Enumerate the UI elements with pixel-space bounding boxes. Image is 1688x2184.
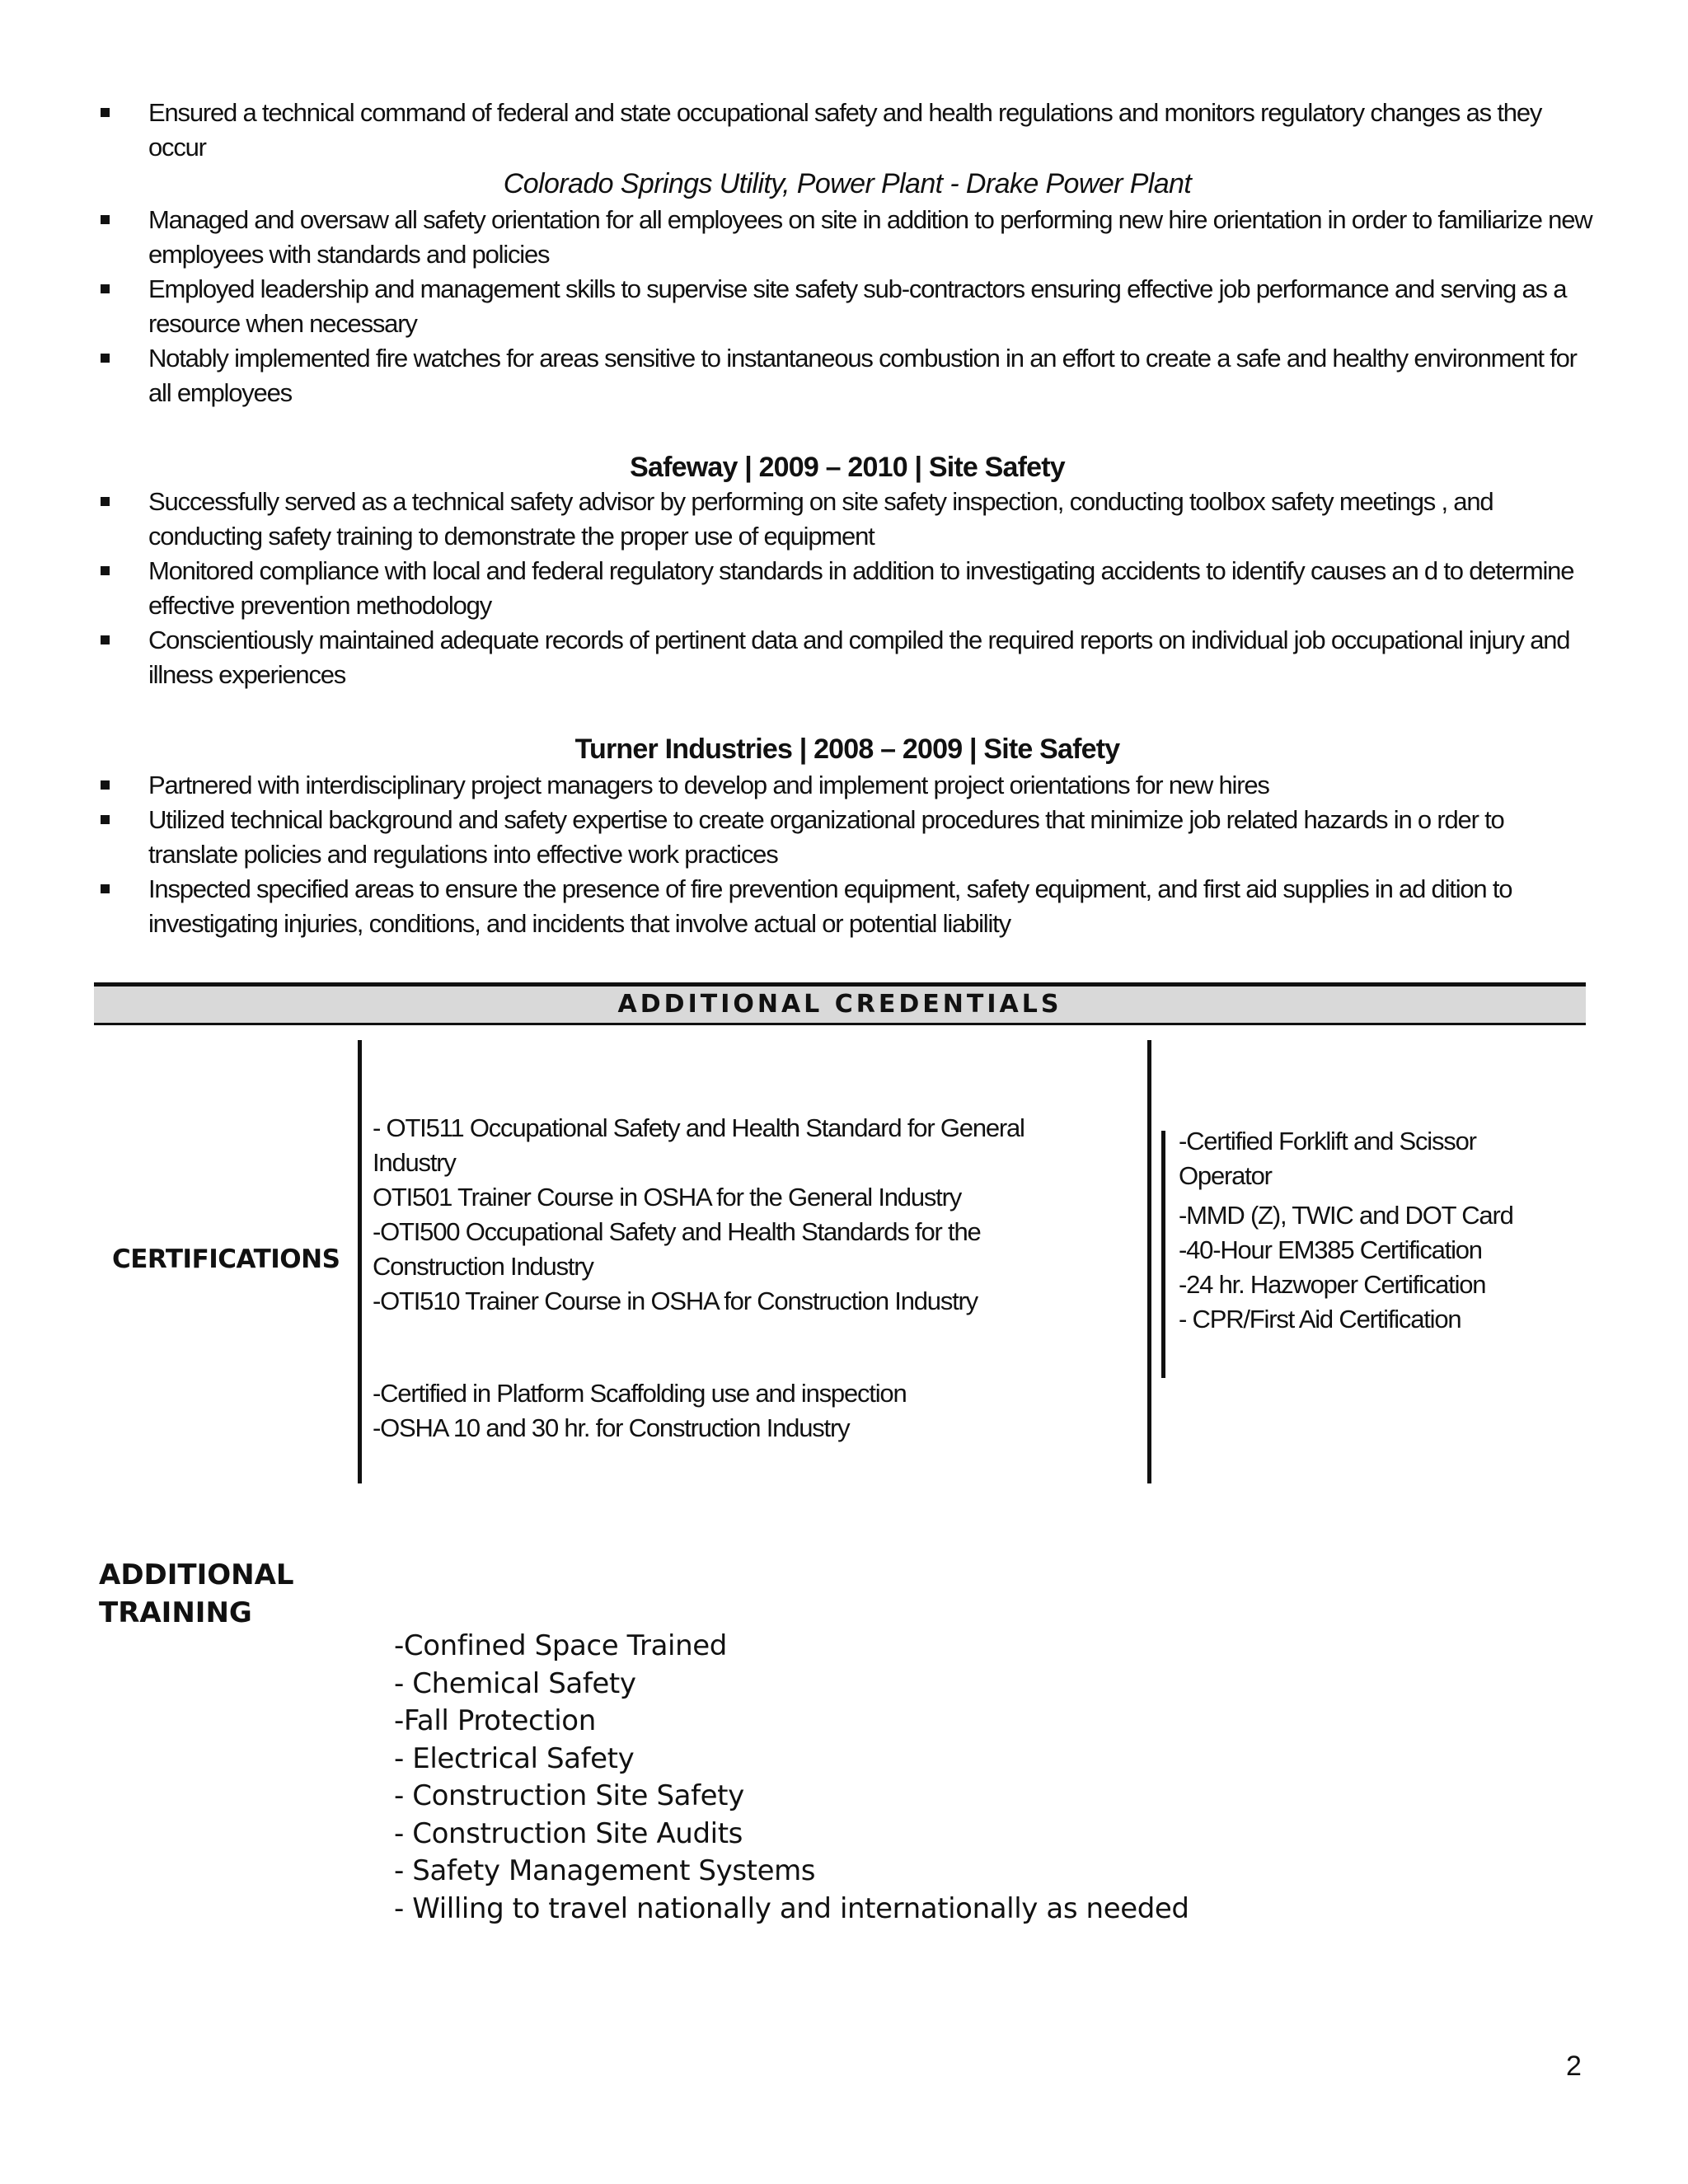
square-bullet-icon — [101, 815, 110, 824]
cert-line: -OTI510 Trainer Course in OSHA for Construction Industry — [373, 1286, 978, 1315]
cert-line: -OSHA 10 and 30 hr. for Construction Industry — [373, 1413, 850, 1442]
cert-line: OTI501 Trainer Course in OSHA for the General Industry — [373, 1183, 961, 1212]
square-bullet-icon — [101, 635, 110, 644]
certifications-right-top — [1179, 1124, 1476, 1193]
list-item: Successfully served as a technical safety advisor by performing on site safety inspection, conducting toolbox safety meetings , and conducting safety training to demonstrate the proper use of equipment — [97, 485, 1597, 554]
list-item: Managed and oversaw all safety orientation for all employees on site in addition to performing new hire orientation in order to familiarize new employees with standards and policies — [97, 203, 1597, 272]
list-item: -Fall Protection — [394, 1704, 596, 1737]
certifications-middle-top — [373, 1111, 1025, 1319]
list-item: - Construction Site Safety — [394, 1779, 744, 1812]
list-item: Conscientiously maintained adequate records of pertinent data and compiled the required reports on individual job occupational injury and illness experiences — [97, 623, 1597, 692]
list-item: - Safety Management Systems — [394, 1854, 816, 1887]
list-item: - Willing to travel nationally and internationally as needed — [394, 1891, 1189, 1925]
list-item: Monitored compliance with local and federal regulatory standards in addition to investigating accidents to identify causes an d to determine effective prevention methodology — [97, 554, 1597, 623]
square-bullet-icon — [101, 884, 110, 893]
column-divider-right — [1161, 1131, 1165, 1378]
company-name-drake: Colorado Springs Utility, Power Plant - Drake Power Plant — [503, 168, 1192, 199]
section-header-bar — [94, 982, 1586, 1025]
cert-line: Industry — [373, 1148, 456, 1177]
list-item: - Construction Site Audits — [394, 1816, 743, 1850]
cert-line: -Certified in Platform Scaffolding use and inspection — [373, 1379, 907, 1408]
square-bullet-icon — [101, 780, 110, 790]
square-bullet-icon — [101, 566, 110, 575]
list-item: Ensured a technical command of federal and state occupational safety and health regulations and monitors regulatory changes as they occur — [97, 96, 1597, 165]
cert-line: - OTI511 Occupational Safety and Health Standard for General — [373, 1113, 1025, 1142]
cert-line: -40-Hour EM385 Certification — [1179, 1235, 1482, 1264]
cert-line: -Certified Forklift and Scissor — [1179, 1127, 1476, 1155]
drake-bullet-list — [97, 203, 1597, 410]
cert-line: -MMD (Z), TWIC and DOT Card — [1179, 1201, 1513, 1230]
cert-line: -24 hr. Hazwoper Certification — [1179, 1270, 1486, 1299]
list-item: Utilized technical background and safety expertise to create organizational procedures that minimize job related hazards in o rder to translate policies and regulations into effective work practices — [97, 803, 1597, 872]
training-list — [394, 1628, 1189, 1928]
cert-line: - CPR/First Aid Certification — [1179, 1305, 1461, 1333]
top-bullet-list — [97, 96, 1597, 165]
turner-bullet-list — [97, 768, 1597, 941]
list-item: - Chemical Safety — [394, 1666, 636, 1700]
column-divider-middle — [1147, 1040, 1151, 1483]
column-divider-left — [358, 1040, 362, 1483]
list-item: -Confined Space Trained — [394, 1629, 727, 1662]
list-item: Notably implemented fire watches for areas sensitive to instantaneous combustion in an effort to create a safe and healthy environment for all employees — [97, 341, 1597, 410]
certifications-label: CERTIFICATIONS — [112, 1244, 340, 1274]
list-item: Employed leadership and management skills to supervise site safety sub-contractors ensuring effective job performance and serving as a resource when necessary — [97, 272, 1597, 341]
job-heading-turner: Turner Industries | 2008 – 2009 | Site Safety — [574, 733, 1120, 765]
square-bullet-icon — [101, 354, 110, 363]
certifications-right-bottom — [1179, 1198, 1513, 1337]
cert-line: Operator — [1179, 1161, 1272, 1190]
cert-line: Construction Industry — [373, 1252, 593, 1281]
square-bullet-icon — [101, 108, 110, 117]
square-bullet-icon — [101, 284, 110, 293]
page-number: 2 — [1566, 2050, 1582, 2082]
safeway-bullet-list — [97, 485, 1597, 692]
job-heading-safeway: Safeway | 2009 – 2010 | Site Safety — [630, 452, 1065, 483]
section-title: ADDITIONAL CREDENTIALS — [617, 990, 1062, 1019]
list-item: Inspected specified areas to ensure the presence of fire prevention equipment, safety equipment, and first aid supplies in ad dition to investigating injuries, conditions, and incidents that involve actual or potential liability — [97, 872, 1597, 941]
square-bullet-icon — [101, 497, 110, 506]
list-item: Partnered with interdisciplinary project managers to develop and implement project orientations for new hires — [97, 768, 1597, 803]
cert-line: -OTI500 Occupational Safety and Health Standards for the — [373, 1217, 981, 1246]
additional-training-label: ADDITIONAL TRAINING — [99, 1558, 294, 1629]
square-bullet-icon — [101, 215, 110, 224]
list-item: - Electrical Safety — [394, 1741, 635, 1775]
certifications-middle-bottom — [373, 1376, 907, 1446]
